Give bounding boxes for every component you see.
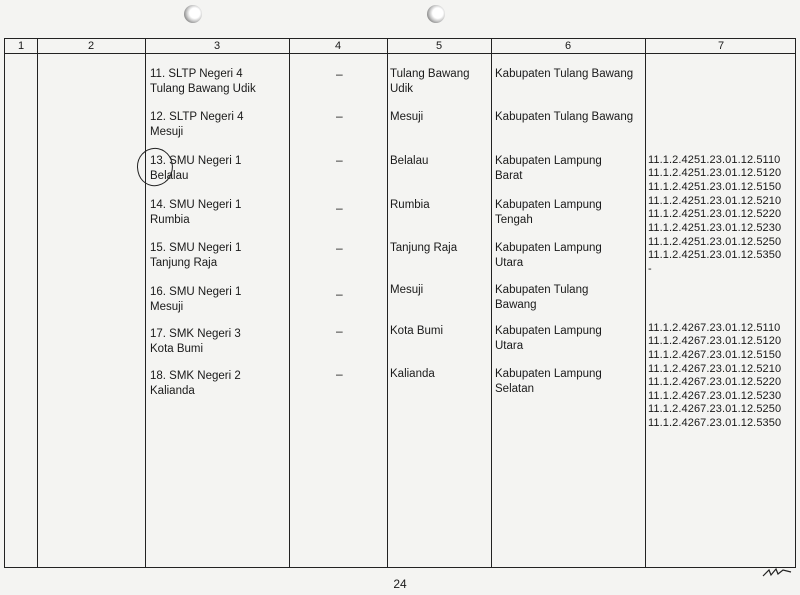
column-divider <box>37 39 38 567</box>
header-col-5: 5 <box>435 40 443 52</box>
account-code-cell: 11.1.2.4251.23.01.12.5250 11.1.2.4251.23.01.12.5350 - <box>648 236 782 275</box>
column-divider <box>289 39 290 567</box>
school-name-cell: 16. SMU Negeri 1 Mesuji <box>150 286 242 313</box>
punch-hole-left <box>184 5 202 23</box>
regency-cell: Kabupaten Tulang Bawang <box>495 68 634 80</box>
column-4-dash: – <box>336 67 343 81</box>
account-code-cell: 11.1.2.4251.23.01.12.5210 11.1.2.4251.23.01.12.5220 11.1.2.4251.23.01.12.5230 <box>648 195 782 234</box>
school-name-cell: 18. SMK Negeri 2 Kalianda <box>150 370 241 397</box>
location-cell: Belalau <box>390 155 429 167</box>
location-cell: Kota Bumi <box>390 325 444 337</box>
school-name-cell: 17. SMK Negeri 3 Kota Bumi <box>150 328 241 355</box>
header-col-6: 6 <box>564 40 572 52</box>
school-name-cell: 14. SMU Negeri 1 Rumbia <box>150 199 242 226</box>
column-4-dash: – <box>336 153 343 167</box>
account-code-cell: 11.1.2.4267.23.01.12.5210 11.1.2.4267.23.01.12.5220 11.1.2.4267.23.01.12.5230 11.1.2.4267.23.01.12.5250 11.1.2.4267.23.01.12.5350 <box>648 363 782 429</box>
column-4-dash: – <box>336 201 343 215</box>
account-code-cell: 11.1.2.4267.23.01.12.5110 11.1.2.4267.23.01.12.5120 11.1.2.4267.23.01.12.5150 <box>648 322 782 361</box>
punch-hole-right <box>427 5 445 23</box>
regency-cell: Kabupaten Lampung Utara <box>495 325 602 352</box>
header-col-4: 4 <box>334 40 342 52</box>
regency-cell: Kabupaten Lampung Barat <box>495 155 602 182</box>
column-divider <box>387 39 388 567</box>
regency-cell: Kabupaten Tulang Bawang <box>495 111 634 123</box>
column-4-dash: – <box>336 367 343 381</box>
regency-cell: Kabupaten Lampung Utara <box>495 242 602 269</box>
location-cell: Rumbia <box>390 199 430 211</box>
header-col-2: 2 <box>87 40 95 52</box>
header-col-1: 1 <box>17 40 25 52</box>
regency-cell: Kabupaten Lampung Tengah <box>495 199 602 226</box>
header-col-7: 7 <box>717 40 725 52</box>
location-cell: Mesuji <box>390 284 424 296</box>
data-table <box>4 38 796 568</box>
location-cell: Mesuji <box>390 111 424 123</box>
page-number: 24 <box>393 577 407 591</box>
initials-scribble <box>762 566 792 578</box>
location-cell: Tanjung Raja <box>390 242 458 254</box>
location-cell: Kalianda <box>390 368 435 380</box>
regency-cell: Kabupaten Lampung Selatan <box>495 368 602 395</box>
column-4-dash: – <box>336 241 343 255</box>
column-4-dash: – <box>336 287 343 301</box>
column-4-dash: – <box>336 324 343 338</box>
regency-cell: Kabupaten Tulang Bawang <box>495 284 589 311</box>
school-name-cell: 13. SMU Negeri 1 Belalau <box>150 155 242 182</box>
school-name-cell: 12. SLTP Negeri 4 Mesuji <box>150 111 244 138</box>
school-name-cell: 11. SLTP Negeri 4 Tulang Bawang Udik <box>150 68 256 95</box>
account-code-cell: 11.1.2.4251.23.01.12.5110 11.1.2.4251.23.01.12.5120 11.1.2.4251.23.01.12.5150 <box>648 154 782 193</box>
column-divider <box>491 39 492 567</box>
column-divider <box>645 39 646 567</box>
school-name-cell: 15. SMU Negeri 1 Tanjung Raja <box>150 242 242 269</box>
location-cell: Tulang Bawang Udik <box>390 68 470 95</box>
column-divider <box>145 39 146 567</box>
table-header-row <box>5 39 795 54</box>
column-4-dash: – <box>336 109 343 123</box>
header-col-3: 3 <box>213 40 221 52</box>
